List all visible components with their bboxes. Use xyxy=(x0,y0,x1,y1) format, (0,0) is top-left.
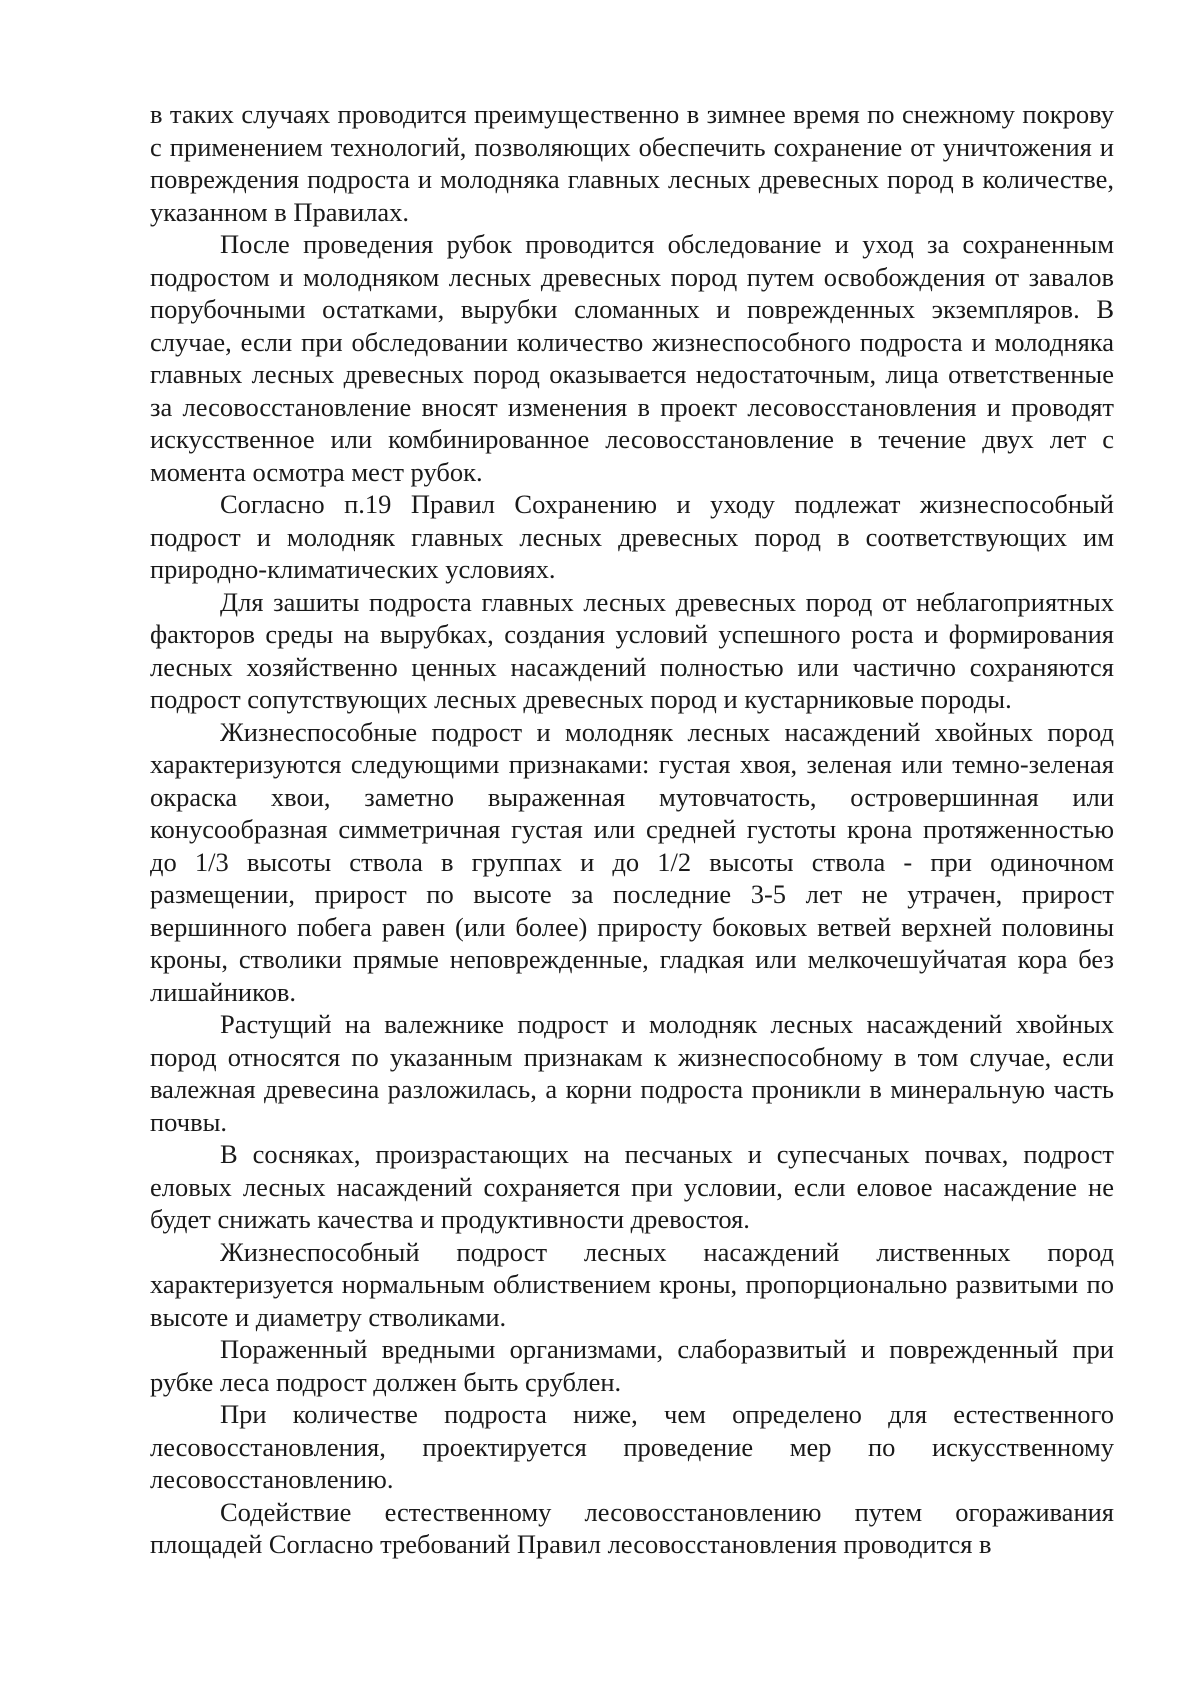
paragraph-11: Содействие естественному лесовосстановлению путем огораживания площадей Согласно требований Правил лесовосстановления проводится в xyxy=(150,1496,1114,1559)
paragraph-10: При количестве подроста ниже, чем определено для естественного лесовосстановления, проектируется проведение мер по искусственному лесовосстановлению. xyxy=(150,1399,1114,1494)
paragraph-4: Для зашиты подроста главных лесных древесных пород от неблагоприятных факторов среды на вырубках, создания условий успешного роста и формирования лесных хозяйственно ценных насаждений полностью или частично сохраняются подрост сопутствующих лесных древесных пород и кустарниковые породы. xyxy=(150,586,1114,714)
paragraph-5: Жизнеспособные подрост и молодняк лесных насаждений хвойных пород характеризуются следующими признаками: густая хвоя, зеленая или темно-зеленая окраска хвои, заметно выраженная мутовчатость, островершинная или конусообразная симметричная густая или средней густоты крона протяженностью до 1/3 высоты ствола в группах и до 1/2 высоты ствола - при одиночном размещении, прирост по высоте за последние 3-5 лет не утрачен, прирост вершинного побега равен (или более) приросту боковых ветвей верхней половины кроны, стволики прямые неповрежденные, гладкая или мелкочешуйчатая кора без лишайников. xyxy=(150,716,1114,1007)
paragraph-1: в таких случаях проводится преимущественно в зимнее время по снежному покрову с применением технологий, позволяющих обеспечить сохранение от уничтожения и повреждения подроста и молодняка главных лесных древесных пород в количестве, указанном в Правилах. xyxy=(150,99,1114,227)
paragraph-7: В сосняках, произрастающих на песчаных и супесчаных почвах, подрост еловых лесных насаждений сохраняется при условии, если еловое насаждение не будет снижать качества и продуктивности древостоя. xyxy=(150,1139,1114,1234)
paragraph-3: Согласно п.19 Правил Сохранению и уходу подлежат жизнеспособный подрост и молодняк главных лесных древесных пород в соответствующих им природно-климатических условиях. xyxy=(150,489,1114,584)
paragraph-9: Пораженный вредными организмами, слаборазвитый и поврежденный при рубке леса подрост должен быть срублен. xyxy=(150,1334,1114,1397)
paragraph-8: Жизнеспособный подрост лесных насаждений лиственных пород характеризуется нормальным облиствением кроны, пропорционально развитыми по высоте и диаметру стволиками. xyxy=(150,1236,1114,1332)
document-page xyxy=(150,98,1114,1561)
paragraph-2: После проведения рубок проводится обследование и уход за сохраненным подростом и молодняком лесных древесных пород путем освобождения от завалов порубочными остатками, вырубки сломанных и поврежденных экземпляров. В случае, если при обследовании количество жизнеспособного подроста и молодняка главных лесных древесных пород оказывается недостаточным, лица ответственные за лесовосстановление вносят изменения в проект лесовосстановления и проводят искусственное или комбинированное лесовосстановление в течение двух лет с момента осмотра мест рубок. xyxy=(150,229,1114,487)
paragraph-6: Растущий на валежнике подрост и молодняк лесных насаждений хвойных пород относятся по указанным признакам к жизнеспособному в том случае, если валежная древесина разложилась, а корни подроста проникли в минеральную часть почвы. xyxy=(150,1009,1114,1137)
